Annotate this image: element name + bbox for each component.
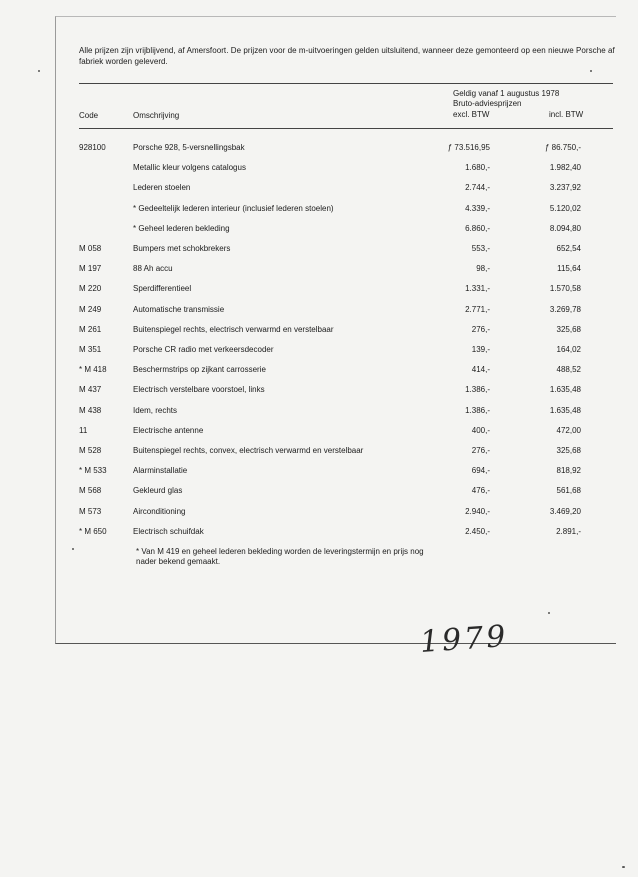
price-incl-cell: 115,64 (557, 264, 581, 273)
code-cell: M 438 (79, 406, 102, 415)
description-cell: Automatische transmissie (133, 305, 225, 314)
description-cell: Alarminstallatie (133, 466, 188, 475)
code-cell: M 528 (79, 446, 102, 455)
price-excl-cell: 476,- (471, 486, 490, 495)
price-incl-cell: 488,52 (556, 365, 581, 374)
table-row (0, 364, 638, 376)
price-excl-cell: 2.744,- (465, 183, 490, 192)
table-top-rule (79, 83, 613, 84)
description-cell: Electrisch schuifdak (133, 527, 204, 536)
table-row (0, 405, 638, 417)
price-incl-cell: 561,68 (556, 486, 581, 495)
code-cell: 11 (79, 426, 88, 435)
description-cell: Gekleurd glas (133, 486, 183, 495)
table-row (0, 425, 638, 437)
price-incl-cell: 325,68 (556, 325, 581, 334)
price-excl-cell: 6.860,- (465, 224, 490, 233)
code-cell: M 568 (79, 486, 102, 495)
price-incl-cell: 325,68 (556, 446, 581, 455)
price-excl-cell: 139,- (471, 345, 490, 354)
code-cell: M 249 (79, 305, 102, 314)
table-row (0, 203, 638, 215)
scan-speck (72, 548, 74, 550)
description-cell: Porsche CR radio met verkeersdecoder (133, 345, 274, 354)
price-incl-cell: 652,54 (556, 244, 581, 253)
price-excl-cell: 4.339,- (465, 204, 490, 213)
code-cell: M 220 (79, 284, 102, 293)
table-row (0, 465, 638, 477)
scan-speck (38, 70, 40, 72)
price-incl-cell: 5.120,02 (549, 204, 581, 213)
price-incl-cell: 818,92 (556, 466, 581, 475)
price-excl-cell: 276,- (471, 325, 490, 334)
table-row (0, 526, 638, 538)
header-excl: excl. BTW (453, 110, 490, 119)
code-cell: 928100 (79, 143, 106, 152)
table-row (0, 384, 638, 396)
price-excl-cell: 1.386,- (465, 385, 490, 394)
code-cell: * M 650 (79, 527, 107, 536)
header-description: Omschrijving (133, 111, 180, 120)
scan-speck (590, 70, 592, 72)
description-cell: Beschermstrips op zijkant carrosserie (133, 365, 266, 374)
code-cell: M 437 (79, 385, 102, 394)
header-incl: incl. BTW (549, 110, 584, 119)
price-incl-cell: 164,02 (556, 345, 581, 354)
price-incl-cell: 1.570,58 (549, 284, 581, 293)
table-row (0, 283, 638, 295)
code-cell: M 351 (79, 345, 102, 354)
footnote: * Van M 419 en geheel lederen bekleding worden de leveringstermijn en prijs nog nader bekend gemaakt. (136, 547, 424, 566)
price-incl-cell: 3.269,78 (549, 305, 581, 314)
price-incl-cell: 3.237,92 (549, 183, 581, 192)
price-excl-cell: 2.940,- (465, 507, 490, 516)
price-incl-cell: 472,00 (556, 426, 581, 435)
price-incl-cell: 1.635,48 (549, 385, 581, 394)
code-cell: * M 533 (79, 466, 107, 475)
table-header-rule (79, 128, 613, 129)
price-excl-cell: 694,- (471, 466, 490, 475)
table-row (0, 304, 638, 316)
code-cell: M 058 (79, 244, 102, 253)
table-row (0, 142, 638, 154)
price-incl-cell: 1.635,48 (549, 406, 581, 415)
table-row (0, 162, 638, 174)
description-cell: Lederen stoelen (133, 183, 191, 192)
price-excl-cell: 553,- (471, 244, 490, 253)
description-cell: Porsche 928, 5-versnellingsbak (133, 143, 245, 152)
description-cell: Airconditioning (133, 507, 186, 516)
price-excl-cell: ƒ 73.516,95 (447, 143, 490, 152)
intro-text: Alle prijzen zijn vrijblijvend, af Amersfoort. De prijzen voor de m-uitvoeringen gelden uitsluitend, wanneer deze gemonteerd op een nieuwe Porsche af fabriek worden geleverd. (79, 46, 615, 66)
price-excl-cell: 276,- (471, 446, 490, 455)
price-excl-cell: 1.331,- (465, 284, 490, 293)
scan-speck (548, 612, 550, 614)
description-cell: Sperdifferentieel (133, 284, 192, 293)
table-row (0, 324, 638, 336)
price-incl-cell: 2.891,- (556, 527, 581, 536)
handwritten-year: 1979 (418, 618, 510, 661)
price-excl-cell: 400,- (471, 426, 490, 435)
table-row (0, 485, 638, 497)
header-valid-from: Geldig vanaf 1 augustus 1978 (453, 89, 560, 98)
description-cell: Bumpers met schokbrekers (133, 244, 231, 253)
price-excl-cell: 1.680,- (465, 163, 490, 172)
description-cell: Idem, rechts (133, 406, 178, 415)
description-cell: 88 Ah accu (133, 264, 173, 273)
price-excl-cell: 414,- (471, 365, 490, 374)
code-cell: M 197 (79, 264, 102, 273)
table-row (0, 344, 638, 356)
scan-speck (622, 866, 625, 868)
description-cell: * Gedeeltelijk lederen interieur (inclusief lederen stoelen) (133, 204, 334, 213)
price-excl-cell: 98,- (476, 264, 490, 273)
table-row (0, 445, 638, 457)
code-cell: M 573 (79, 507, 102, 516)
description-cell: Buitenspiegel rechts, electrisch verwarmd en verstelbaar (133, 325, 334, 334)
code-cell: * M 418 (79, 365, 107, 374)
table-row (0, 182, 638, 194)
table-row (0, 263, 638, 275)
price-incl-cell: ƒ 86.750,- (544, 143, 581, 152)
description-cell: Metallic kleur volgens catalogus (133, 163, 246, 172)
header-price-type: Bruto-adviesprijzen (453, 99, 522, 108)
price-incl-cell: 8.094,80 (549, 224, 581, 233)
price-excl-cell: 2.771,- (465, 305, 490, 314)
table-row (0, 506, 638, 518)
price-excl-cell: 2.450,- (465, 527, 490, 536)
code-cell: M 261 (79, 325, 102, 334)
table-row (0, 223, 638, 235)
description-cell: Electrisch verstelbare voorstoel, links (133, 385, 265, 394)
price-excl-cell: 1.386,- (465, 406, 490, 415)
price-incl-cell: 1.982,40 (549, 163, 581, 172)
header-code: Code (79, 111, 99, 120)
table-row (0, 243, 638, 255)
description-cell: Electrische antenne (133, 426, 204, 435)
description-cell: * Geheel lederen bekleding (133, 224, 230, 233)
description-cell: Buitenspiegel rechts, convex, electrisch verwarmd en verstelbaar (133, 446, 364, 455)
price-incl-cell: 3.469,20 (549, 507, 581, 516)
